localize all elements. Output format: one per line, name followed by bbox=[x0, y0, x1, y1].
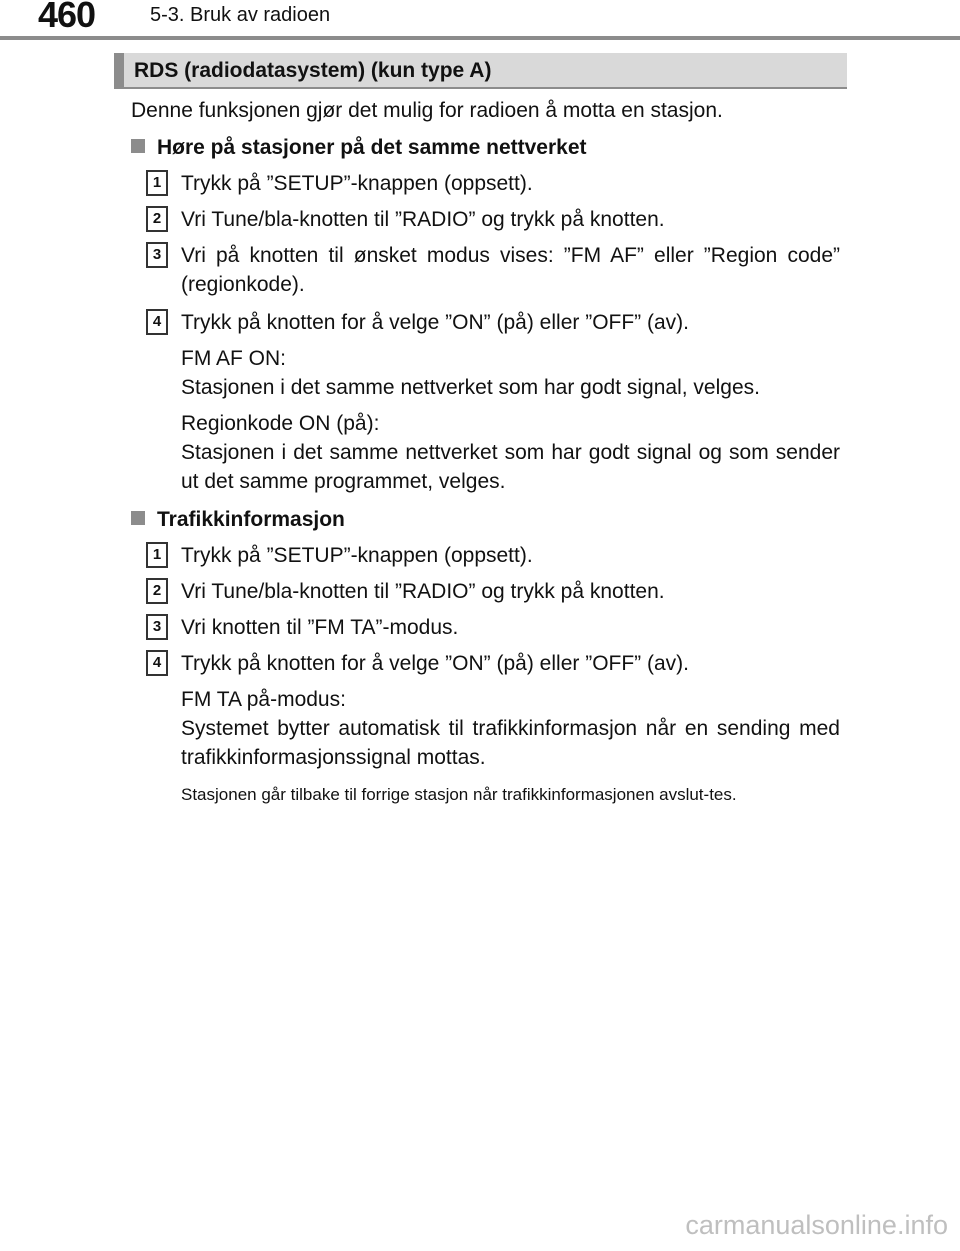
step-number-badge: 3 bbox=[146, 242, 168, 268]
step-text: Trykk på knotten for å velge ”ON” (på) eller ”OFF” (av). bbox=[181, 311, 690, 334]
detail-text: Systemet bytter automatisk til trafikkinformasjon når en sending med trafikkinformasjonssignal mottas. bbox=[181, 717, 840, 769]
step-number-badge: 1 bbox=[146, 170, 168, 196]
step-text: Vri Tune/bla-knotten til ”RADIO” og trykk på knotten. bbox=[181, 580, 665, 603]
detail-text: Stasjonen i det samme nettverket som har godt signal og som sender ut det samme programmet, velges. bbox=[181, 441, 840, 493]
section-title: RDS (radiodatasystem) (kun type A) bbox=[134, 59, 492, 82]
detail-label: Regionkode ON (på): bbox=[181, 412, 380, 435]
step-number-badge: 2 bbox=[146, 578, 168, 604]
detail-label: FM AF ON: bbox=[181, 347, 286, 370]
step-number-badge: 4 bbox=[146, 309, 168, 335]
step-text: Vri på knotten til ønsket modus vises: ”FM AF” eller ”Region code” (regionkode). bbox=[181, 244, 840, 296]
section-heading-bar bbox=[114, 53, 124, 87]
square-bullet-icon bbox=[131, 511, 145, 525]
step-text: Trykk på ”SETUP”-knappen (oppsett). bbox=[181, 544, 533, 567]
note-text: Stasjonen går tilbake til forrige stasjon når trafikkinformasjonen avslut-tes. bbox=[181, 785, 737, 804]
subsection-heading bbox=[131, 133, 587, 162]
detail-label: FM TA på-modus: bbox=[181, 688, 346, 711]
square-bullet-icon bbox=[131, 139, 145, 153]
section-intro: Denne funksjonen gjør det mulig for radioen å motta en stasjon. bbox=[131, 99, 723, 122]
step-text: Trykk på knotten for å velge ”ON” (på) eller ”OFF” (av). bbox=[181, 652, 690, 675]
subsection-title: Høre på stasjoner på det samme nettverket bbox=[157, 136, 587, 159]
step-number-badge: 2 bbox=[146, 206, 168, 232]
step-number-badge: 1 bbox=[146, 542, 168, 568]
step-number-badge: 4 bbox=[146, 650, 168, 676]
subsection-title: Trafikkinformasjon bbox=[157, 508, 345, 531]
detail-text: Stasjonen i det samme nettverket som har godt signal, velges. bbox=[181, 376, 760, 399]
page-number: 460 bbox=[38, 0, 96, 35]
step-number-badge: 3 bbox=[146, 614, 168, 640]
watermark: carmanualsonline.info bbox=[685, 1210, 948, 1240]
section-heading bbox=[114, 53, 847, 89]
subsection-heading bbox=[131, 505, 345, 534]
chapter-title: 5-3. Bruk av radioen bbox=[150, 4, 331, 26]
step-text: Vri knotten til ”FM TA”-modus. bbox=[181, 616, 459, 639]
step-text: Vri Tune/bla-knotten til ”RADIO” og trykk på knotten. bbox=[181, 208, 665, 231]
step-text: Trykk på ”SETUP”-knappen (oppsett). bbox=[181, 172, 533, 195]
header-rule bbox=[0, 36, 960, 40]
